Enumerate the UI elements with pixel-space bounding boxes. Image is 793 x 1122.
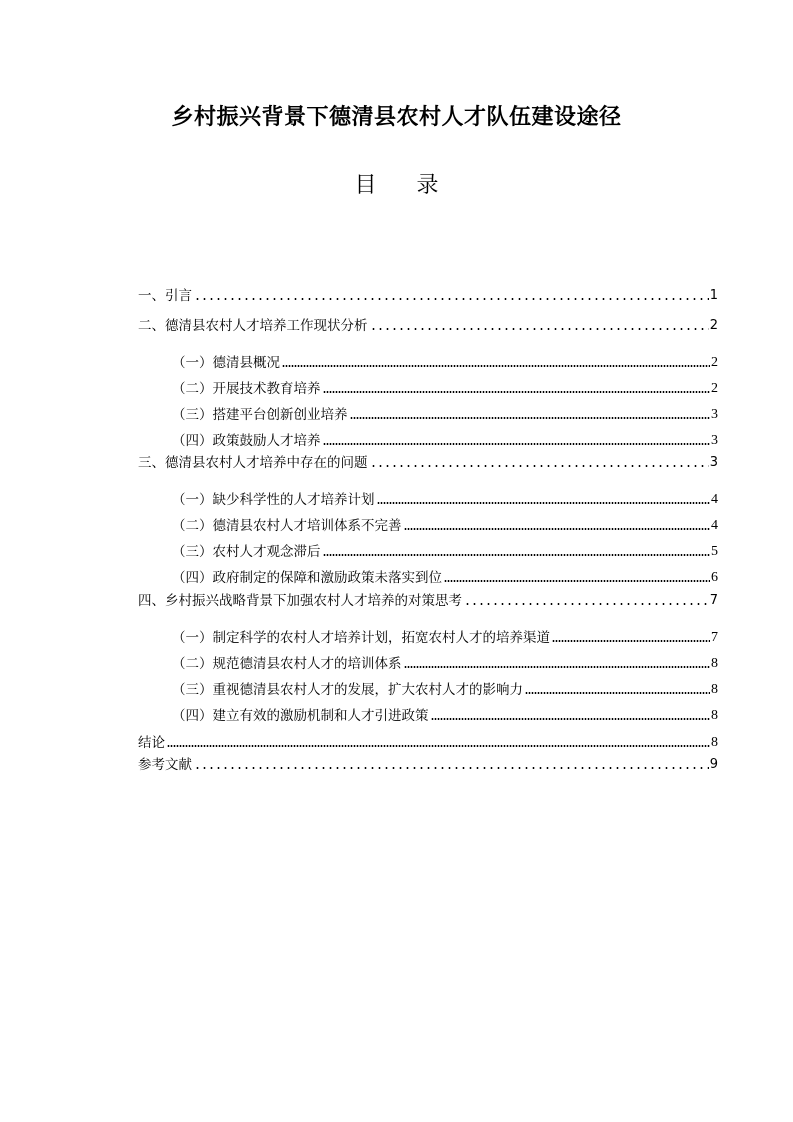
toc-entry-section-4-4[interactable] [172,704,718,724]
toc-entry-page: 1 [709,288,718,303]
dot-leader [444,579,710,583]
toc-entry-page: 2 [711,381,718,396]
toc-entry-label: （三）重视德清县农村人才的发展，扩大农村人才的影响力 [172,682,523,698]
dot-leader [282,364,710,368]
toc-entry-page: 7 [709,593,718,608]
dot-leader [404,527,711,531]
toc-entry-section-3-2[interactable] [172,514,718,534]
toc-entry-label: （三）农村人才观念滞后 [172,544,321,560]
toc-entry-section-2-3[interactable] [172,403,718,423]
toc-entry-section-2-1[interactable] [172,351,718,371]
dot-leader [552,639,710,643]
toc-entry-section-3-3[interactable] [172,540,718,560]
dot-leader [194,297,709,301]
toc-entry-section-3-4[interactable] [172,566,718,586]
toc-entry-page: 9 [709,757,718,772]
dot-leader [431,717,711,721]
toc-entry-label: 四、乡村振兴战略背景下加强农村人才培养的对策思考 [138,593,462,609]
toc-entry-section-4-2[interactable] [172,652,718,672]
toc-entry-page: 7 [711,630,718,645]
dot-leader [525,691,710,695]
toc-entry-section-4-3[interactable] [172,678,718,698]
toc-heading: 目录 [354,173,479,198]
toc-entry-label: 一、引言 [138,288,192,304]
dot-leader [194,766,709,770]
toc-entry-page: 2 [711,355,718,370]
toc-entry-label: （四）建立有效的激励机制和人才引进政策 [172,708,429,724]
dot-leader [377,501,711,505]
dot-leader [370,327,709,331]
toc-entry-section-3-1[interactable] [172,488,718,508]
toc-entry-page: 4 [711,492,718,507]
toc-entry-page: 8 [711,682,718,697]
toc-entry-conclusion[interactable] [138,731,718,751]
dot-leader [323,553,711,557]
toc-entry-section-2-4[interactable] [172,429,718,449]
toc-entry-label: （三）搭建平台创新创业培养 [172,407,348,423]
toc-entry-label: （一）缺少科学性的人才培养计划 [172,492,375,508]
toc-entry-section-2[interactable] [138,314,718,334]
toc-entry-label: （二）规范德清县农村人才的培训体系 [172,656,402,672]
dot-leader [323,390,711,394]
dot-leader [167,744,710,748]
toc-entry-section-4[interactable] [138,589,718,609]
dot-leader [404,665,711,669]
toc-entry-page: 8 [711,656,718,671]
document-title: 乡村振兴背景下德清县农村人才队伍建设途径 [171,104,622,130]
toc-entry-page: 8 [711,708,718,723]
toc-entry-label: （一）德清县概况 [172,355,280,371]
toc-entry-page: 6 [711,570,718,585]
toc-entry-section-4-1[interactable] [172,626,718,646]
toc-entry-page: 4 [711,518,718,533]
dot-leader [370,464,709,468]
toc-entry-references[interactable] [138,753,718,773]
toc-entry-page: 5 [711,544,718,559]
toc-entry-label: （四）政策鼓励人才培养 [172,433,321,449]
toc-entry-page: 8 [711,735,718,750]
toc-entry-label: （四）政府制定的保障和激励政策未落实到位 [172,570,442,586]
toc-entry-label: 二、德清县农村人才培养工作现状分析 [138,318,368,334]
toc-entry-label: 三、德清县农村人才培养中存在的问题 [138,455,368,471]
toc-entry-page: 2 [709,318,718,333]
toc-entry-page: 3 [711,433,718,448]
toc-entry-section-2-2[interactable] [172,377,718,397]
toc-entry-section-3[interactable] [138,451,718,471]
dot-leader [464,602,709,606]
dot-leader [323,442,711,446]
toc-entry-introduction[interactable] [138,284,718,304]
toc-entry-page: 3 [711,407,718,422]
toc-entry-label: （一）制定科学的农村人才培养计划，拓宽农村人才的培养渠道 [172,630,550,646]
toc-entry-label: 参考文献 [138,757,192,773]
toc-entry-label: （二）德清县农村人才培训体系不完善 [172,518,402,534]
toc-entry-label: 结论 [138,735,165,751]
toc-entry-label: （二）开展技术教育培养 [172,381,321,397]
dot-leader [350,416,711,420]
toc-entry-page: 3 [709,455,718,470]
